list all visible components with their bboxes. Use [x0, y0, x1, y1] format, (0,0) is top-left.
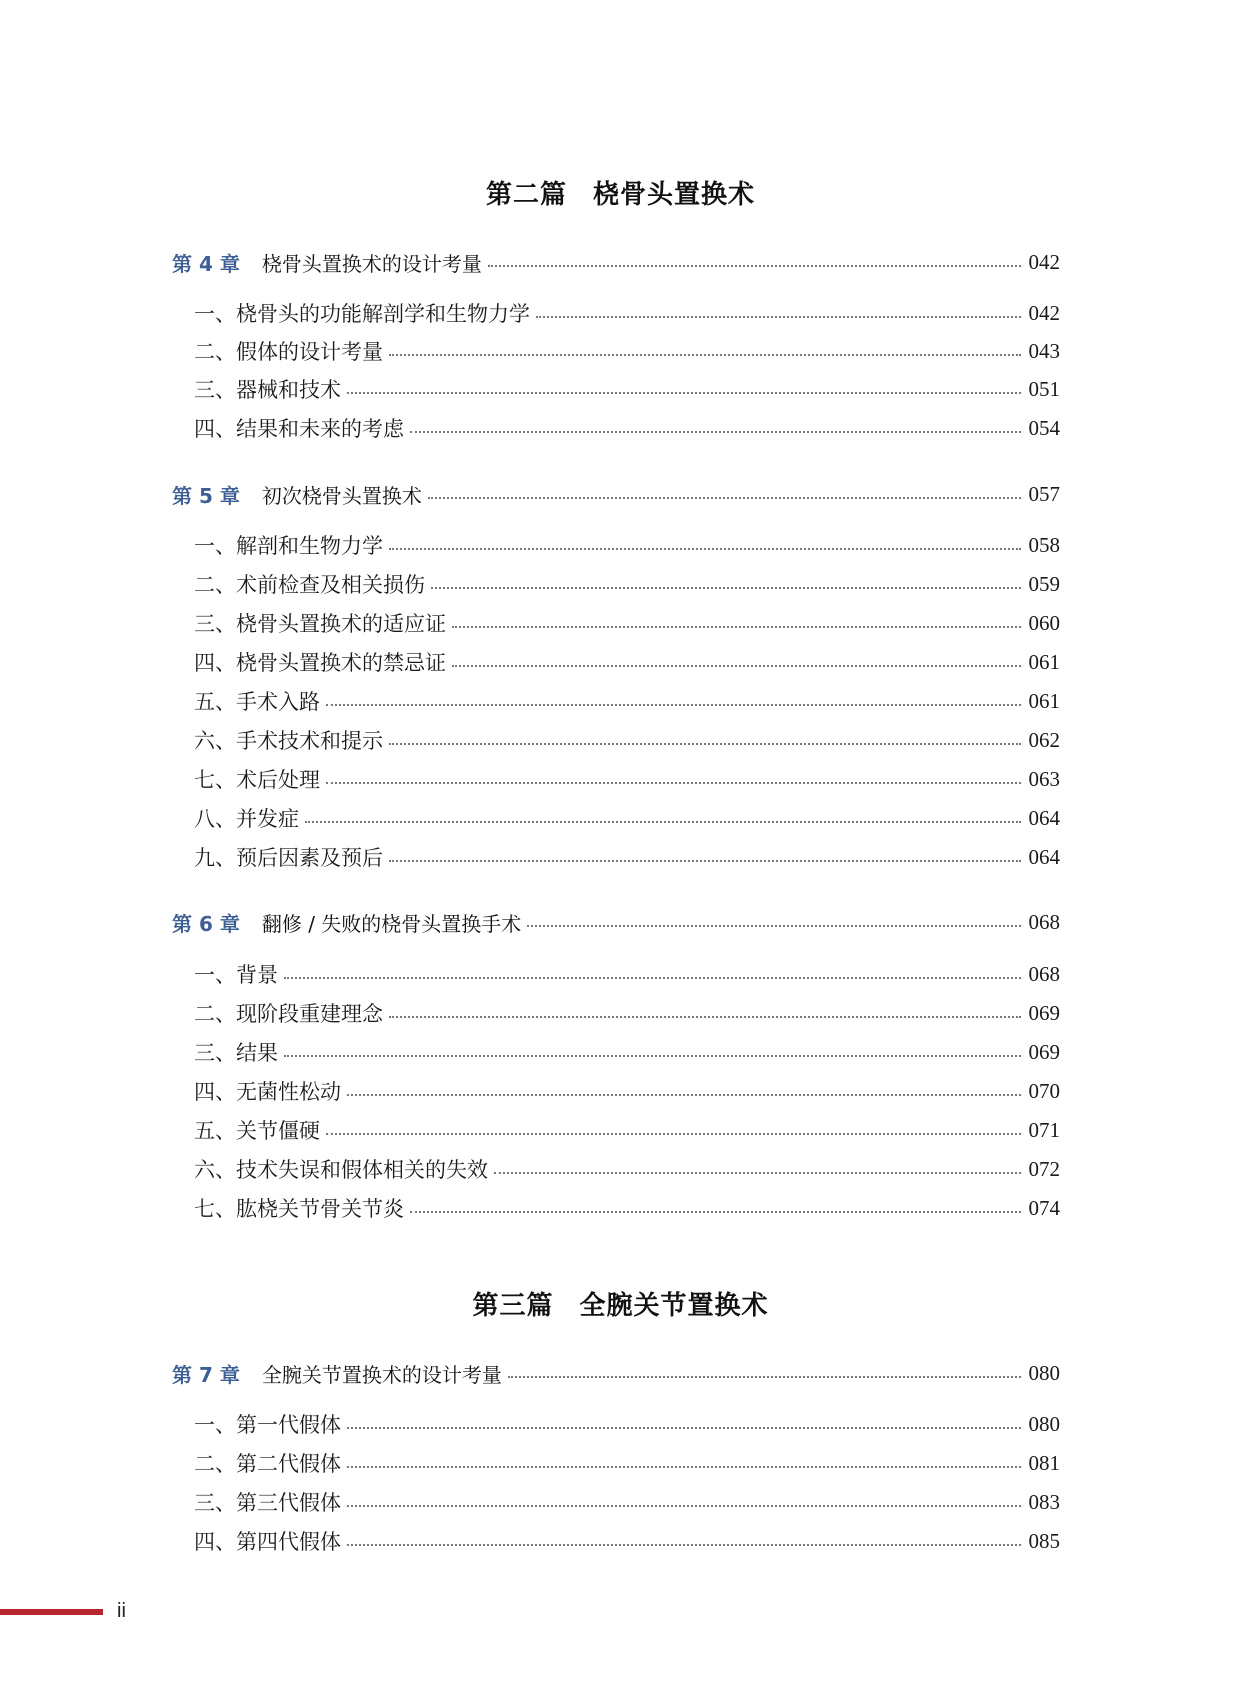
page-number: 064: [1028, 805, 1060, 830]
section-title: 七、术后处理: [194, 768, 320, 792]
section-title: 九、预后因素及预后: [194, 846, 383, 870]
page-number: 080: [1028, 1411, 1060, 1436]
toc-chapter-entry[interactable]: [172, 479, 1060, 509]
dot-leader: [284, 977, 1021, 979]
toc-section-entry[interactable]: [172, 530, 1060, 560]
page-number: 063: [1028, 766, 1060, 791]
dot-leader: [284, 1055, 1021, 1057]
toc-section-entry[interactable]: [172, 1154, 1060, 1184]
section-title: 四、无菌性松动: [194, 1080, 341, 1104]
dot-leader: [488, 265, 1021, 267]
page-number: 061: [1028, 688, 1060, 713]
dot-leader: [431, 587, 1021, 589]
section-title: 一、桡骨头的功能解剖学和生物力学: [194, 302, 530, 326]
page-number: 085: [1028, 1528, 1060, 1553]
footer-page-number: ii: [117, 1600, 126, 1622]
section-title: 六、手术技术和提示: [194, 729, 383, 753]
toc-chapter-entry[interactable]: [172, 247, 1060, 277]
page-number: 060: [1028, 610, 1060, 635]
section-title: 二、现阶段重建理念: [194, 1002, 383, 1026]
toc-chapter-entry[interactable]: [172, 907, 1060, 937]
section-title: 三、器械和技术: [194, 378, 341, 402]
page-number: 059: [1028, 571, 1060, 596]
page-number: 069: [1028, 1000, 1060, 1025]
dot-leader: [389, 860, 1021, 862]
page-number: 081: [1028, 1450, 1060, 1475]
chapter-label: 第 5 章: [172, 483, 240, 508]
toc-section-entry[interactable]: [172, 803, 1060, 833]
part-number: 第三篇: [472, 1291, 554, 1321]
section-title: 六、技术失误和假体相关的失效: [194, 1158, 488, 1182]
dot-leader: [347, 1427, 1021, 1429]
page-number: 061: [1028, 649, 1060, 674]
toc-section-entry[interactable]: [172, 764, 1060, 794]
page-number: 054: [1028, 415, 1060, 440]
page-number: 072: [1028, 1156, 1060, 1181]
section-title: 一、第一代假体: [194, 1413, 341, 1437]
dot-leader: [389, 548, 1021, 550]
section-title: 五、手术入路: [194, 690, 320, 714]
dot-leader: [527, 925, 1020, 927]
chapter-title: 初次桡骨头置换术: [261, 483, 422, 508]
chapter-title: 翻修 / 失败的桡骨头置换手术: [261, 911, 522, 936]
section-title: 三、桡骨头置换术的适应证: [194, 612, 446, 636]
chapter-title: 桡骨头置换术的设计考量: [261, 251, 482, 276]
toc-section-entry[interactable]: [172, 959, 1060, 989]
page-number: 051: [1028, 376, 1060, 401]
toc-section-entry[interactable]: [172, 1448, 1060, 1478]
page-number: 083: [1028, 1489, 1060, 1514]
toc-section-entry[interactable]: [172, 336, 1060, 366]
page-number: 043: [1028, 338, 1060, 363]
toc-section-entry[interactable]: [172, 647, 1060, 677]
toc-section-entry[interactable]: [172, 413, 1060, 443]
dot-leader: [347, 1544, 1021, 1546]
section-title: 一、解剖和生物力学: [194, 534, 383, 558]
toc-section-entry[interactable]: [172, 725, 1060, 755]
dot-leader: [305, 821, 1021, 823]
dot-leader: [428, 497, 1021, 499]
chapter-label: 第 6 章: [172, 911, 240, 936]
section-title: 二、术前检查及相关损伤: [194, 573, 425, 597]
dot-leader: [389, 1016, 1021, 1018]
toc-section-entry[interactable]: [172, 298, 1060, 328]
part-title: [0, 1285, 1241, 1322]
dot-leader: [452, 626, 1021, 628]
page-number: 070: [1028, 1078, 1060, 1103]
chapter-label: 第 7 章: [172, 1362, 240, 1387]
toc-section-entry[interactable]: [172, 1487, 1060, 1517]
part-number: 第二篇: [485, 180, 567, 210]
page-number: 042: [1028, 300, 1060, 325]
section-title: 四、结果和未来的考虑: [194, 417, 404, 441]
toc-section-entry[interactable]: [172, 998, 1060, 1028]
part-name: 桡骨头置换术: [593, 180, 756, 210]
dot-leader: [326, 1133, 1021, 1135]
dot-leader: [410, 431, 1021, 433]
toc-section-entry[interactable]: [172, 374, 1060, 404]
toc-section-entry[interactable]: [172, 1076, 1060, 1106]
page-number: 058: [1028, 532, 1060, 557]
dot-leader: [494, 1172, 1021, 1174]
dot-leader: [347, 1466, 1021, 1468]
page-number: 057: [1028, 481, 1060, 506]
toc-section-entry[interactable]: [172, 686, 1060, 716]
dot-leader: [389, 354, 1021, 356]
dot-leader: [410, 1211, 1021, 1213]
section-title: 三、结果: [194, 1041, 278, 1065]
dot-leader: [452, 665, 1021, 667]
toc-section-entry[interactable]: [172, 1526, 1060, 1556]
section-title: 二、第二代假体: [194, 1452, 341, 1476]
section-title: 三、第三代假体: [194, 1491, 341, 1515]
dot-leader: [536, 316, 1021, 318]
page-number: 062: [1028, 727, 1060, 752]
toc-section-entry[interactable]: [172, 1037, 1060, 1067]
toc-section-entry[interactable]: [172, 842, 1060, 872]
page-number: 074: [1028, 1195, 1060, 1220]
dot-leader: [347, 1505, 1021, 1507]
page-number: 042: [1028, 249, 1060, 274]
dot-leader: [389, 743, 1021, 745]
page-number: 069: [1028, 1039, 1060, 1064]
dot-leader: [326, 782, 1021, 784]
toc-section-entry[interactable]: [172, 1115, 1060, 1145]
toc-section-entry[interactable]: [172, 569, 1060, 599]
section-title: 二、假体的设计考量: [194, 340, 383, 364]
page-number: 071: [1028, 1117, 1060, 1142]
toc-section-entry[interactable]: [172, 608, 1060, 638]
dot-leader: [326, 704, 1021, 706]
toc-section-entry[interactable]: [172, 1193, 1060, 1223]
footer-accent-bar: [0, 1609, 103, 1615]
dot-leader: [347, 1094, 1021, 1096]
page-number: 064: [1028, 844, 1060, 869]
part-name: 全腕关节置换术: [579, 1291, 769, 1321]
section-title: 四、第四代假体: [194, 1530, 341, 1554]
chapter-label: 第 4 章: [172, 251, 240, 276]
part-title: [0, 174, 1241, 211]
section-title: 一、背景: [194, 963, 278, 987]
page-number: 068: [1028, 961, 1060, 986]
section-title: 七、肱桡关节骨关节炎: [194, 1197, 404, 1221]
dot-leader: [508, 1376, 1021, 1378]
page-number: 068: [1028, 909, 1060, 934]
toc-section-entry[interactable]: [172, 1409, 1060, 1439]
toc-chapter-entry[interactable]: [172, 1358, 1060, 1388]
chapter-title: 全腕关节置换术的设计考量: [261, 1362, 502, 1387]
dot-leader: [347, 392, 1021, 394]
section-title: 八、并发症: [194, 807, 299, 831]
section-title: 五、关节僵硬: [194, 1119, 320, 1143]
section-title: 四、桡骨头置换术的禁忌证: [194, 651, 446, 675]
page-number: 080: [1028, 1360, 1060, 1385]
